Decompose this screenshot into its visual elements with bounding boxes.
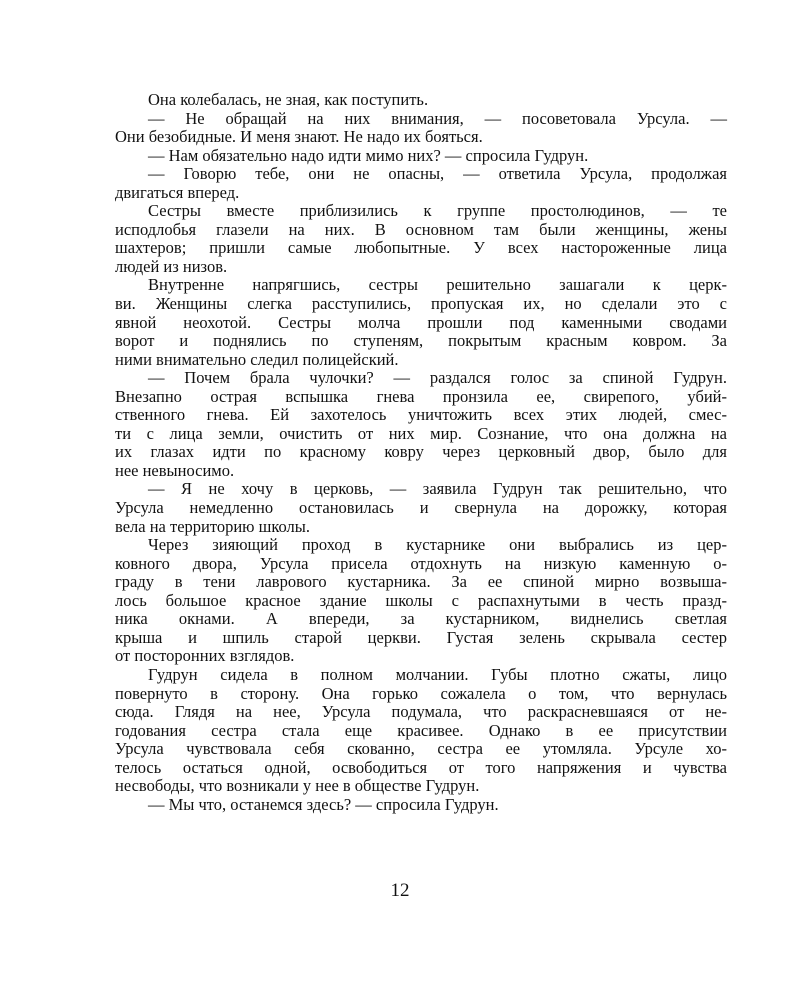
text-line: телось остаться одной, освободиться от того напряжения и чувства [115,757,727,777]
text-line: Урсула немедленно остановилась и свернула на дорожку, которая [115,498,727,518]
text-line: вела на территорию школы. [115,516,310,536]
page-number: 12 [390,880,410,901]
text-line: повернуто в сторону. Она горько сожалела о том, что вернулась [115,683,727,703]
text-line: исподлобья глазели на них. В основном там были женщины, жены [115,219,727,239]
text-line: нее невыносимо. [115,460,235,480]
text-line: Гудрун сидела в полном молчании. Губы плотно сжаты, лицо [148,664,727,684]
text-line: шахтеров; пришли самые любопытные. У всех настороженные лица [115,238,727,258]
text-line: Урсула чувствовала себя скованно, сестра ее утомляла. Урсуле хо- [115,739,727,759]
text-line: граду в тени лаврового кустарника. За ее спиной мирно возвыша- [115,572,727,592]
body-text [115,91,727,814]
text-line: ними внимательно следил полицейский. [115,349,399,369]
text-line: двигаться вперед. [115,182,240,202]
text-line: явной неохотой. Сестры молча прошли под каменными сводами [115,312,727,332]
text-line: несвободы, что возникали у нее в обществе Гудрун. [115,776,480,796]
text-line: людей из низов. [115,256,228,276]
text-line: ковного двора, Урсула присела отдохнуть на низкую каменную о- [115,553,727,573]
text-line: сюда. Глядя на нее, Урсула подумала, что раскрасневшаяся от не- [115,702,727,722]
text-line: Внезапно острая вспышка гнева пронзила ее, свирепого, убий- [115,386,727,406]
text-line: — Не обращай на них внимания, — посоветовала Урсула. — [148,108,727,128]
text-line: Она колебалась, не зная, как поступить. [148,90,429,109]
text-line: лось большое красное здание школы с распахнутыми в честь празд- [115,590,727,610]
text-line: ника окнами. А впереди, за кустарником, виднелись светлая [115,609,727,629]
text-line: — Нам обязательно надо идти мимо них? — спросила Гудрун. [148,145,589,165]
text-line: их глазах идти по красному ковру через церковный двор, было для [115,442,727,462]
text-line: — Мы что, останемся здесь? — спросила Гудрун. [148,794,499,814]
text-line: ви. Женщины слегка расступились, пропуская их, но сделали это с [115,294,727,314]
text-line: Сестры вместе приблизились к группе простолюдинов, — те [148,201,727,221]
text-line: годования сестра стала еще красивее. Однако в ее присутствии [115,720,727,740]
text-line: — Я не хочу в церковь, — заявила Гудрун так решительно, что [148,479,727,499]
text-line: Через зияющий проход в кустарнике они выбрались из цер- [148,535,727,555]
text-line: ти с лица земли, очистить от них мир. Сознание, что она должна на [115,423,727,443]
text-line: ворот и поднялись по ступеням, покрытым красным ковром. За [115,331,727,351]
text-line: от посторонних взглядов. [115,646,295,666]
text-line: Внутренне напрягшись, сестры решительно зашагали к церк- [148,275,727,295]
text-line: крыша и шпиль старой церкви. Густая зелень скрывала сестер [115,627,727,647]
text-line: Они безобидные. И меня знают. Не надо их бояться. [115,127,483,147]
text-line: — Говорю тебе, они не опасны, — ответила Урсула, продолжая [148,164,727,184]
text-line: — Почем брала чулочки? — раздался голос за спиной Гудрун. [148,368,727,388]
text-line: ственного гнева. Ей захотелось уничтожить всех этих людей, смес- [115,405,727,425]
